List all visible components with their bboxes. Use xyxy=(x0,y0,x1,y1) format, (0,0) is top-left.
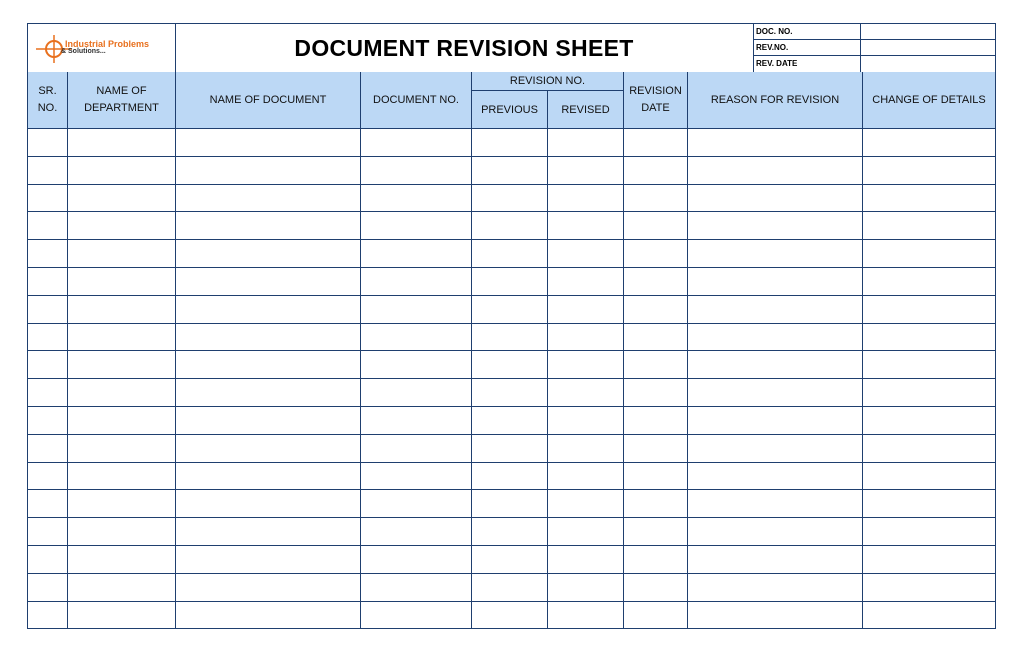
document-no-cell[interactable] xyxy=(361,268,472,295)
previous-cell[interactable] xyxy=(472,268,548,295)
table-row xyxy=(28,129,995,157)
revised-cell[interactable] xyxy=(548,435,624,462)
reason-cell[interactable] xyxy=(688,268,863,295)
department-cell[interactable] xyxy=(68,212,176,239)
sr-no-cell[interactable] xyxy=(28,185,68,212)
col-reason: REASON FOR REVISION xyxy=(688,72,863,128)
table-body xyxy=(28,129,995,629)
revision-date-cell[interactable] xyxy=(624,490,688,517)
document-name-cell[interactable] xyxy=(176,518,361,545)
document-name-cell[interactable] xyxy=(176,129,361,156)
change-details-cell[interactable] xyxy=(863,212,995,239)
revised-cell[interactable] xyxy=(548,351,624,378)
table-row xyxy=(28,463,995,491)
sr-no-cell[interactable] xyxy=(28,407,68,434)
department-cell[interactable] xyxy=(68,490,176,517)
document-no-cell[interactable] xyxy=(361,602,472,630)
previous-cell[interactable] xyxy=(472,463,548,490)
revision-date-cell[interactable] xyxy=(624,435,688,462)
col-revised: REVISED xyxy=(548,91,624,128)
reason-cell[interactable] xyxy=(688,185,863,212)
document-name-cell[interactable] xyxy=(176,490,361,517)
previous-cell[interactable] xyxy=(472,407,548,434)
reason-cell[interactable] xyxy=(688,240,863,267)
department-cell[interactable] xyxy=(68,185,176,212)
department-cell[interactable] xyxy=(68,379,176,406)
revised-cell[interactable] xyxy=(548,463,624,490)
document-no-cell[interactable] xyxy=(361,240,472,267)
document-name-cell[interactable] xyxy=(176,324,361,351)
document-no-cell[interactable] xyxy=(361,185,472,212)
change-details-cell[interactable] xyxy=(863,490,995,517)
sr-no-cell[interactable] xyxy=(28,490,68,517)
doc-meta xyxy=(753,24,995,72)
sr-no-cell[interactable] xyxy=(28,351,68,378)
revised-cell[interactable] xyxy=(548,240,624,267)
revision-date-cell[interactable] xyxy=(624,296,688,323)
document-name-cell[interactable] xyxy=(176,602,361,630)
previous-cell[interactable] xyxy=(472,296,548,323)
revised-cell[interactable] xyxy=(548,379,624,406)
col-document-no: DOCUMENT NO. xyxy=(361,72,472,128)
revised-cell[interactable] xyxy=(548,546,624,573)
reason-cell[interactable] xyxy=(688,407,863,434)
doc-no-row xyxy=(753,24,995,40)
revised-cell[interactable] xyxy=(548,407,624,434)
change-details-cell[interactable] xyxy=(863,240,995,267)
table-row xyxy=(28,490,995,518)
document-name-cell[interactable] xyxy=(176,212,361,239)
revision-date-cell[interactable] xyxy=(624,240,688,267)
col-department-line1: NAME OF xyxy=(96,85,147,97)
revised-cell[interactable] xyxy=(548,212,624,239)
department-cell[interactable] xyxy=(68,435,176,462)
previous-cell[interactable] xyxy=(472,574,548,601)
sr-no-cell[interactable] xyxy=(28,379,68,406)
revision-date-cell[interactable] xyxy=(624,546,688,573)
document-name-cell[interactable] xyxy=(176,157,361,184)
revision-date-cell[interactable] xyxy=(624,157,688,184)
change-details-cell[interactable] xyxy=(863,351,995,378)
change-details-cell[interactable] xyxy=(863,129,995,156)
revision-date-cell[interactable] xyxy=(624,407,688,434)
change-details-cell[interactable] xyxy=(863,463,995,490)
reason-cell[interactable] xyxy=(688,296,863,323)
sr-no-cell[interactable] xyxy=(28,574,68,601)
change-details-cell[interactable] xyxy=(863,185,995,212)
change-details-cell[interactable] xyxy=(863,324,995,351)
sheet-header xyxy=(28,24,995,73)
rev-date-row xyxy=(753,56,995,72)
col-sr-no-line2: NO. xyxy=(37,102,58,114)
rev-date-label: REV. DATE xyxy=(753,56,861,72)
department-cell[interactable] xyxy=(68,296,176,323)
previous-cell[interactable] xyxy=(472,490,548,517)
department-cell[interactable] xyxy=(68,602,176,630)
reason-cell[interactable] xyxy=(688,463,863,490)
revised-cell[interactable] xyxy=(548,129,624,156)
change-details-cell[interactable] xyxy=(863,546,995,573)
table-row xyxy=(28,296,995,324)
revision-sheet xyxy=(27,23,996,629)
document-name-cell[interactable] xyxy=(176,296,361,323)
document-no-cell[interactable] xyxy=(361,546,472,573)
revised-cell[interactable] xyxy=(548,518,624,545)
change-details-cell[interactable] xyxy=(863,602,995,630)
previous-cell[interactable] xyxy=(472,518,548,545)
change-details-cell[interactable] xyxy=(863,518,995,545)
col-revision-date xyxy=(624,72,688,128)
document-no-cell[interactable] xyxy=(361,157,472,184)
reason-cell[interactable] xyxy=(688,379,863,406)
title-cell xyxy=(175,24,754,72)
table-row xyxy=(28,379,995,407)
sr-no-cell[interactable] xyxy=(28,435,68,462)
reason-cell[interactable] xyxy=(688,324,863,351)
col-change-details: CHANGE OF DETAILS xyxy=(872,93,986,106)
revised-cell[interactable] xyxy=(548,574,624,601)
previous-cell[interactable] xyxy=(472,379,548,406)
document-no-cell[interactable] xyxy=(361,324,472,351)
logo-text-line1: Industrial Problems xyxy=(65,39,150,49)
sr-no-cell[interactable] xyxy=(28,212,68,239)
department-cell[interactable] xyxy=(68,268,176,295)
reason-cell[interactable] xyxy=(688,351,863,378)
table-row xyxy=(28,602,995,630)
department-cell[interactable] xyxy=(68,518,176,545)
table-row xyxy=(28,351,995,379)
document-no-cell[interactable] xyxy=(361,490,472,517)
col-revision-no: REVISION NO. xyxy=(472,72,624,91)
sr-no-cell[interactable] xyxy=(28,296,68,323)
rev-no-row xyxy=(753,40,995,56)
col-previous: PREVIOUS xyxy=(472,91,548,128)
rev-no-field[interactable] xyxy=(861,40,995,56)
sr-no-cell[interactable] xyxy=(28,463,68,490)
col-sr-no xyxy=(28,72,68,128)
department-cell[interactable] xyxy=(68,574,176,601)
col-sr-no-line1: SR. xyxy=(38,85,57,97)
rev-no-label: REV.NO. xyxy=(753,40,861,56)
document-no-cell[interactable] xyxy=(361,296,472,323)
previous-cell[interactable] xyxy=(472,212,548,239)
department-cell[interactable] xyxy=(68,407,176,434)
department-cell[interactable] xyxy=(68,129,176,156)
document-name-cell[interactable] xyxy=(176,185,361,212)
reason-cell[interactable] xyxy=(688,212,863,239)
revised-cell[interactable] xyxy=(548,268,624,295)
table-row xyxy=(28,324,995,352)
change-details-cell[interactable] xyxy=(863,296,995,323)
revised-cell[interactable] xyxy=(548,490,624,517)
document-no-cell[interactable] xyxy=(361,435,472,462)
reason-cell[interactable] xyxy=(688,602,863,630)
revision-date-cell[interactable] xyxy=(624,379,688,406)
sr-no-cell[interactable] xyxy=(28,157,68,184)
previous-cell[interactable] xyxy=(472,351,548,378)
table-header xyxy=(28,72,995,129)
department-cell[interactable] xyxy=(68,463,176,490)
document-no-cell[interactable] xyxy=(361,129,472,156)
table-row xyxy=(28,157,995,185)
previous-cell[interactable] xyxy=(472,602,548,630)
reason-cell[interactable] xyxy=(688,518,863,545)
document-no-cell[interactable] xyxy=(361,351,472,378)
change-details-cell[interactable] xyxy=(863,157,995,184)
revised-cell[interactable] xyxy=(548,185,624,212)
change-details-cell[interactable] xyxy=(863,268,995,295)
revised-cell[interactable] xyxy=(548,296,624,323)
table-row xyxy=(28,212,995,240)
previous-cell[interactable] xyxy=(472,435,548,462)
table-row xyxy=(28,407,995,435)
document-name-cell[interactable] xyxy=(176,546,361,573)
revision-date-cell[interactable] xyxy=(624,574,688,601)
document-no-cell[interactable] xyxy=(361,407,472,434)
department-cell[interactable] xyxy=(68,351,176,378)
department-cell[interactable] xyxy=(68,157,176,184)
revised-cell[interactable] xyxy=(548,157,624,184)
doc-no-field[interactable] xyxy=(861,24,995,40)
rev-date-field[interactable] xyxy=(861,56,995,72)
company-logo xyxy=(34,33,164,65)
change-details-cell[interactable] xyxy=(863,574,995,601)
sr-no-cell[interactable] xyxy=(28,240,68,267)
revised-cell[interactable] xyxy=(548,602,624,630)
document-name-cell[interactable] xyxy=(176,435,361,462)
revision-date-cell[interactable] xyxy=(624,351,688,378)
table-row xyxy=(28,518,995,546)
previous-cell[interactable] xyxy=(472,546,548,573)
col-department xyxy=(68,72,176,128)
previous-cell[interactable] xyxy=(472,240,548,267)
reason-cell[interactable] xyxy=(688,490,863,517)
document-name-cell[interactable] xyxy=(176,268,361,295)
reason-cell[interactable] xyxy=(688,435,863,462)
revision-date-cell[interactable] xyxy=(624,185,688,212)
document-name-cell[interactable] xyxy=(176,351,361,378)
col-revision-date-line2: DATE xyxy=(641,102,670,114)
revision-date-cell[interactable] xyxy=(624,324,688,351)
col-revision-date-line1: REVISION xyxy=(629,85,682,97)
sr-no-cell[interactable] xyxy=(28,602,68,630)
sr-no-cell[interactable] xyxy=(28,324,68,351)
revision-date-cell[interactable] xyxy=(624,212,688,239)
document-no-cell[interactable] xyxy=(361,463,472,490)
sr-no-cell[interactable] xyxy=(28,268,68,295)
revision-date-cell[interactable] xyxy=(624,129,688,156)
page-title: DOCUMENT REVISION SHEET xyxy=(294,34,634,61)
previous-cell[interactable] xyxy=(472,129,548,156)
sr-no-cell[interactable] xyxy=(28,518,68,545)
department-cell[interactable] xyxy=(68,324,176,351)
sr-no-cell[interactable] xyxy=(28,546,68,573)
table-row xyxy=(28,546,995,574)
doc-no-label: DOC. NO. xyxy=(753,24,861,40)
logo-text-line2: & Solutions... xyxy=(61,48,106,55)
document-no-cell[interactable] xyxy=(361,379,472,406)
table-row xyxy=(28,268,995,296)
col-document-name: NAME OF DOCUMENT xyxy=(176,72,361,128)
previous-cell[interactable] xyxy=(472,157,548,184)
document-no-cell[interactable] xyxy=(361,212,472,239)
document-no-cell[interactable] xyxy=(361,574,472,601)
reason-cell[interactable] xyxy=(688,157,863,184)
revision-date-cell[interactable] xyxy=(624,268,688,295)
table-row xyxy=(28,185,995,213)
document-name-cell[interactable] xyxy=(176,379,361,406)
change-details-cell[interactable] xyxy=(863,435,995,462)
table-row xyxy=(28,435,995,463)
reason-cell[interactable] xyxy=(688,574,863,601)
document-name-cell[interactable] xyxy=(176,574,361,601)
previous-cell[interactable] xyxy=(472,185,548,212)
department-cell[interactable] xyxy=(68,546,176,573)
change-details-cell[interactable] xyxy=(863,379,995,406)
change-details-cell[interactable] xyxy=(863,407,995,434)
table-row xyxy=(28,574,995,602)
document-no-cell[interactable] xyxy=(361,518,472,545)
document-name-cell[interactable] xyxy=(176,240,361,267)
reason-cell[interactable] xyxy=(688,546,863,573)
previous-cell[interactable] xyxy=(472,324,548,351)
table-row xyxy=(28,240,995,268)
department-cell[interactable] xyxy=(68,240,176,267)
reason-cell[interactable] xyxy=(688,129,863,156)
sr-no-cell[interactable] xyxy=(28,129,68,156)
revision-date-cell[interactable] xyxy=(624,518,688,545)
col-department-line2: DEPARTMENT xyxy=(84,102,159,114)
document-name-cell[interactable] xyxy=(176,407,361,434)
logo-cell xyxy=(28,24,176,72)
revision-date-cell[interactable] xyxy=(624,602,688,630)
document-name-cell[interactable] xyxy=(176,463,361,490)
revision-date-cell[interactable] xyxy=(624,463,688,490)
revised-cell[interactable] xyxy=(548,324,624,351)
